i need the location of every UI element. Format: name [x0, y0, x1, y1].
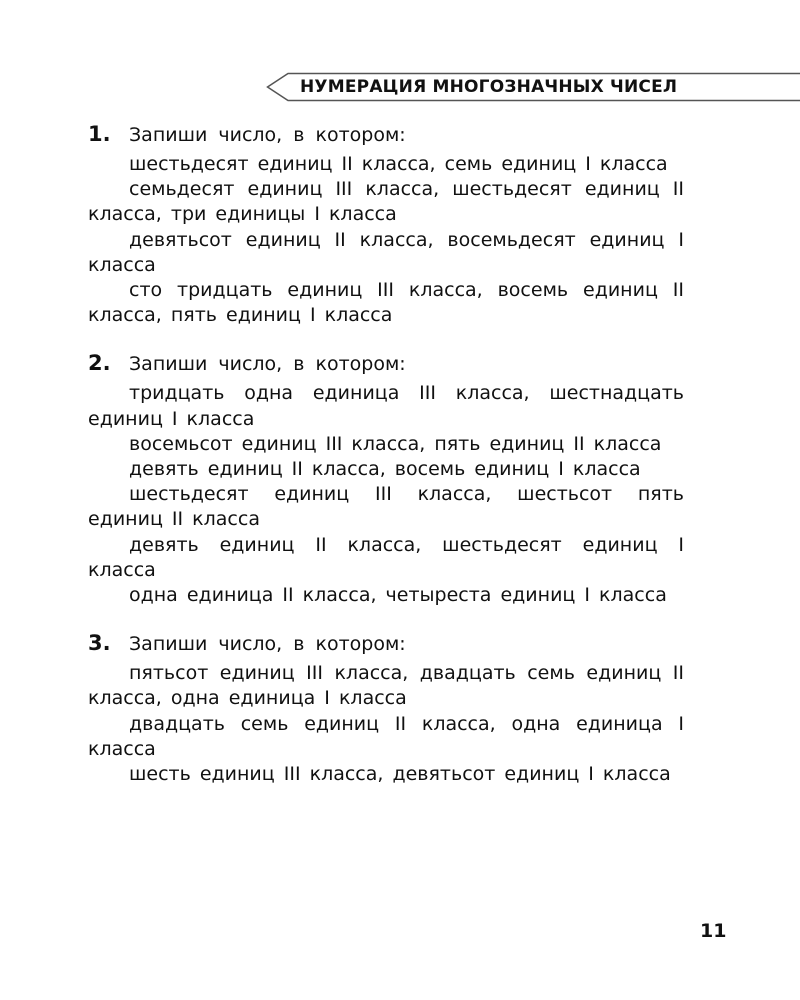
task-item: девятьсот единиц II класса, восемьдесят единиц I класса	[88, 228, 684, 276]
task-item: шесть единиц III класса, девятьсот единиц I класса	[129, 763, 671, 786]
task-item: семьдесят единиц III класса, шестьдесят единиц II класса, три единицы I класса	[88, 178, 684, 226]
task-item: двадцать семь единиц II класса, одна единица I класса	[88, 712, 684, 760]
task-item: одна единица II класса, четыреста единиц I класса	[129, 584, 667, 607]
task-item: сто тридцать единиц III класса, восемь единиц II класса, пять единиц I класса	[88, 279, 684, 327]
exercise-number: 1.	[88, 122, 111, 146]
task-item: пятьсот единиц III класса, двадцать семь единиц II класса, одна единица I класса	[88, 662, 684, 710]
exercise-number: 3.	[88, 631, 111, 656]
page-number: 11	[700, 920, 727, 942]
exercise-heading	[88, 351, 684, 381]
task-item: девять единиц II класса, восемь единиц I класса	[129, 458, 641, 481]
task-item: шестьдесят единиц II класса, семь единиц I класса	[129, 153, 668, 175]
section-header	[266, 72, 800, 102]
exercise-1	[88, 122, 684, 328]
exercise-2	[88, 351, 684, 608]
exercise-prompt: Запиши число, в котором:	[129, 353, 406, 376]
task-item: тридцать одна единица III класса, шестнадцать единиц I класса	[88, 382, 684, 430]
section-title: НУМЕРАЦИЯ МНОГОЗНАЧНЫХ ЧИСЕЛ	[300, 77, 678, 97]
task-item: восемьсот единиц III класса, пять единиц II класса	[129, 432, 662, 455]
exercise-heading	[88, 122, 684, 152]
task-item: шестьдесят единиц III класса, шестьсот пять единиц II класса	[88, 483, 684, 531]
exercise-prompt: Запиши число, в котором:	[129, 633, 406, 656]
task-item: девять единиц II класса, шестьдесят единиц I класса	[88, 533, 684, 581]
exercise-prompt: Запиши число, в котором:	[129, 124, 406, 146]
page-content	[88, 122, 684, 810]
exercise-heading	[88, 631, 684, 661]
exercise-3	[88, 631, 684, 787]
exercise-number: 2.	[88, 351, 111, 376]
